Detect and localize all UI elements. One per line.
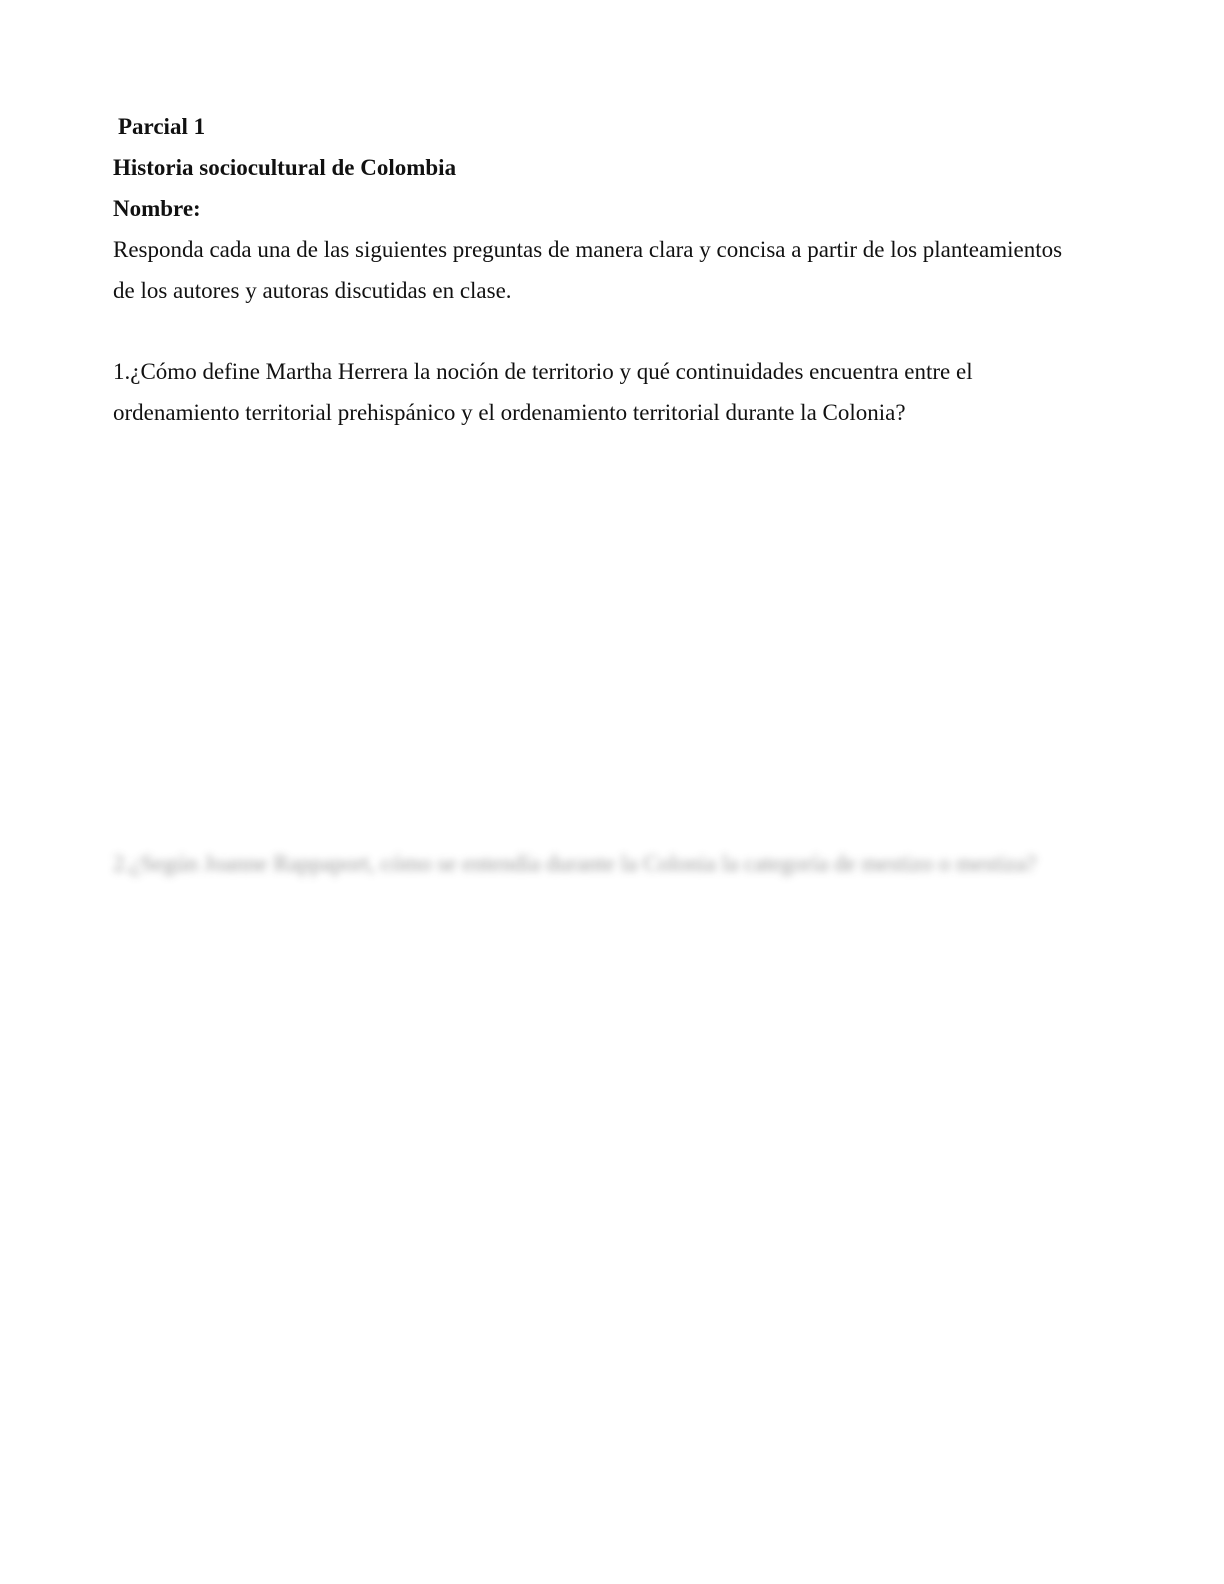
name-label: Nombre: xyxy=(113,196,201,221)
instructions-line-2: de los autores y autoras discutidas en clase. xyxy=(113,278,512,303)
instructions-line-1: Responda cada una de las siguientes preguntas de manera clara y concisa a partir de los planteamientos xyxy=(113,237,1063,262)
exam-title: Parcial 1 xyxy=(118,114,206,139)
question-2-blurred: 2.¿Según Joanne Rappaport, cómo se entendía durante la Colonia la categoría de mestizo o mestiza? xyxy=(113,851,1037,876)
course-title: Historia sociocultural de Colombia xyxy=(113,155,457,180)
question-1-line-2: ordenamiento territorial prehispánico y el ordenamiento territorial durante la Colonia? xyxy=(113,400,906,425)
question-1-line-1: 1.¿Cómo define Martha Herrera la noción de territorio y qué continuidades encuentra entre el xyxy=(113,359,973,384)
